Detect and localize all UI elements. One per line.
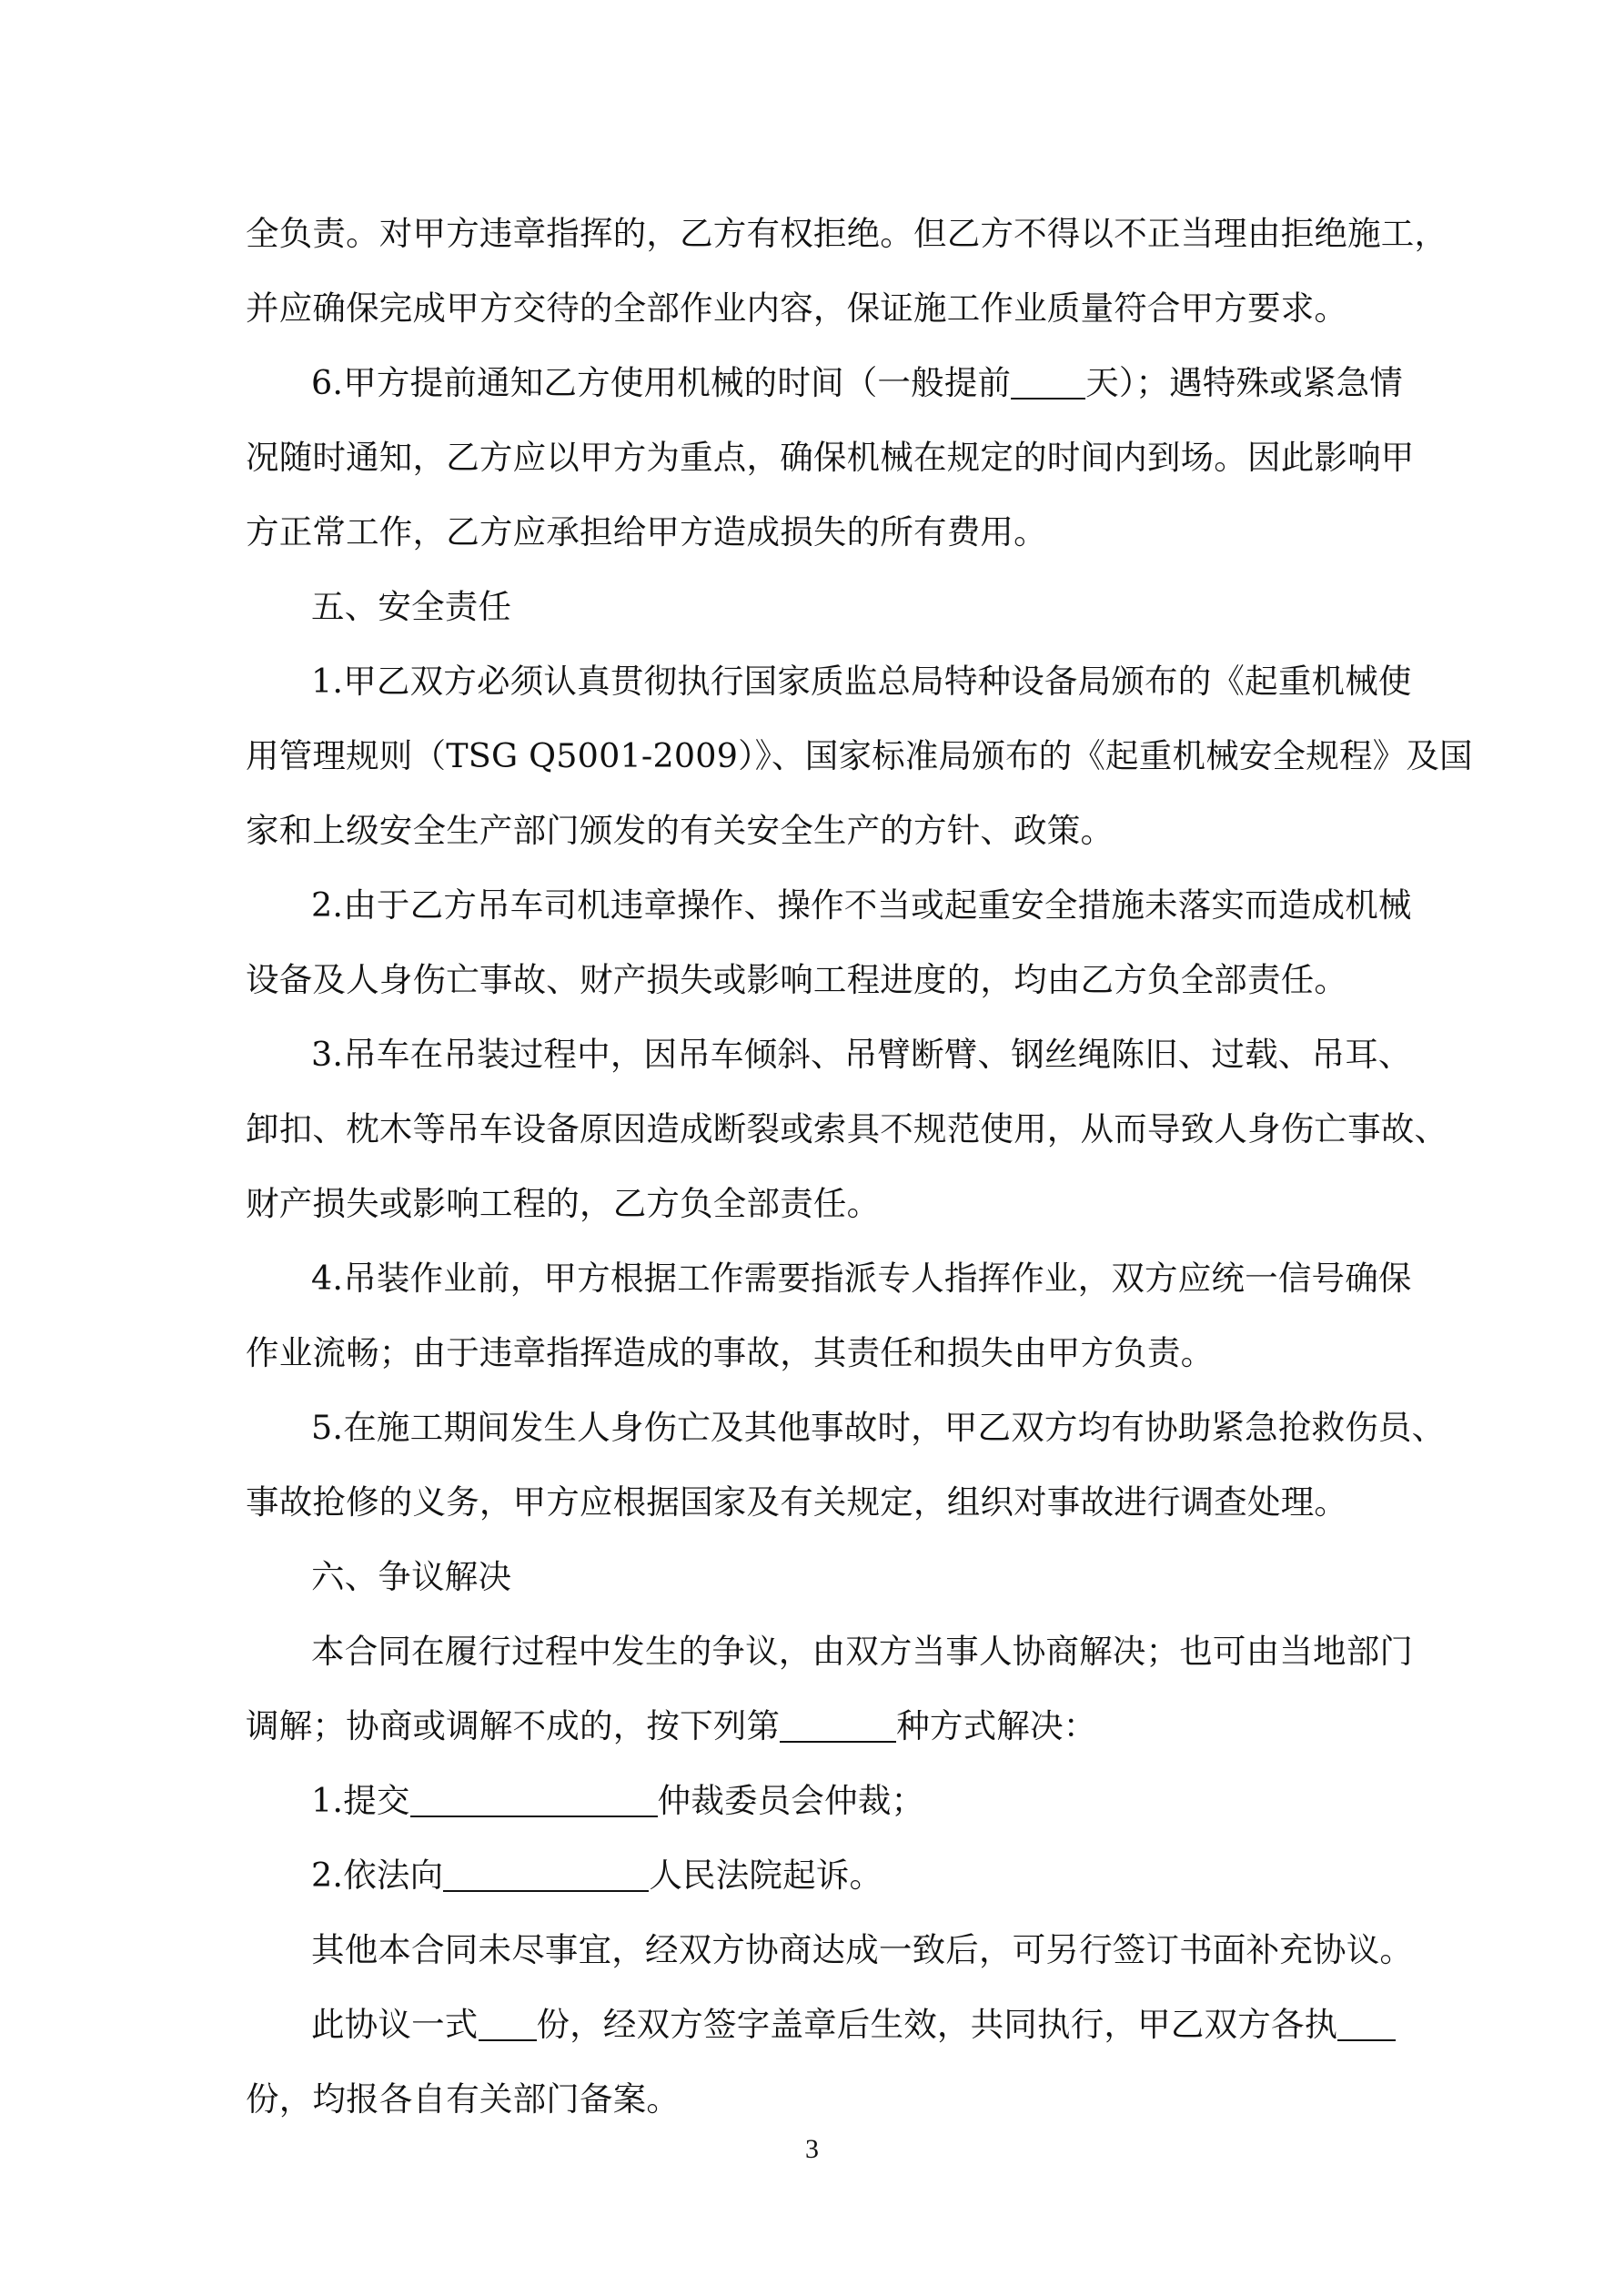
paragraph-line: 4.吊装作业前，甲方根据工作需要指派专人指挥作业，双方应统一信号确保	[311, 1259, 1412, 1298]
paragraph-line: 份，均报各自有关部门备案。	[246, 2079, 681, 2119]
paragraph-line-with-blank	[246, 1988, 1383, 2062]
line-text: 此协议一式	[311, 2005, 479, 2044]
line-text: 仲裁委员会仲裁；	[657, 1781, 925, 1820]
paragraph-line: 财产损失或影响工程的，乙方负全部责任。	[246, 1184, 881, 1223]
fill-in-blank	[1011, 397, 1085, 400]
page-number: 3	[805, 2134, 819, 2164]
line-text: 天）；遇特殊或紧急情	[1085, 363, 1403, 402]
line-text: 6.甲方提前通知乙方使用机械的时间（一般提前	[311, 363, 1012, 402]
paragraph-line-with-blank	[246, 346, 1403, 420]
paragraph-line: 全负责。对甲方违章指挥的，乙方有权拒绝。但乙方不得以不正当理由拒绝施工，	[246, 214, 1448, 253]
paragraph-line: 本合同在履行过程中发生的争议，由双方当事人协商解决；也可由当地部门	[311, 1632, 1414, 1671]
fill-in-blank	[1337, 2038, 1396, 2041]
line-text: 人民法院起诉。	[649, 1856, 883, 1895]
paragraph-line: 5.在施工期间发生人身伤亡及其他事故时，甲乙双方均有协助紧急抢救伤员、	[311, 1408, 1446, 1447]
paragraph-line: 家和上级安全生产部门颁发的有关安全生产的方针、政策。	[246, 811, 1115, 850]
line-text: 种方式解决：	[896, 1706, 1097, 1745]
paragraph-line-with-blank	[246, 1689, 1383, 1764]
paragraph-line: 用管理规则（TSG Q5001-2009）》、国家标准局颁布的《起重机械安全规程》及国	[246, 736, 1473, 775]
fill-in-blank	[410, 1815, 658, 1817]
fill-in-blank	[443, 1889, 649, 1892]
paragraph-line: 方正常工作，乙方应承担给甲方造成损失的所有费用。	[246, 512, 1047, 551]
line-text: 调解；协商或调解不成的，按下列第	[246, 1706, 781, 1745]
paragraph-line: 事故抢修的义务，甲方应根据国家及有关规定，组织对事故进行调查处理。	[246, 1482, 1348, 1522]
section-heading: 五、安全责任	[311, 587, 512, 626]
paragraph-line: 3.吊车在吊装过程中，因吊车倾斜、吊臂断臂、钢丝绳陈旧、过载、吊耳、	[311, 1035, 1412, 1074]
paragraph-line: 其他本合同未尽事宜，经双方协商达成一致后，可另行签订书面补充协议。	[311, 1930, 1414, 1969]
paragraph-line: 况随时通知，乙方应以甲方为重点，确保机械在规定的时间内到场。因此影响甲	[246, 438, 1415, 477]
paragraph-line: 作业流畅；由于违章指挥造成的事故，其责任和损失由甲方负责。	[246, 1333, 1215, 1372]
line-text: 2.依法向	[311, 1856, 444, 1895]
paragraph-line: 2.由于乙方吊车司机违章操作、操作不当或起重安全措施未落实而造成机械	[311, 885, 1412, 925]
document-body	[246, 197, 1473, 2137]
fill-in-blank	[479, 2038, 537, 2041]
paragraph-line: 卸扣、枕木等吊车设备原因造成断裂或索具不规范使用，从而导致人身伤亡事故、	[246, 1109, 1448, 1148]
paragraph-line-with-blank	[246, 1764, 1383, 1838]
line-text: 份，经双方签字盖章后生效，共同执行，甲乙双方各执	[536, 2005, 1338, 2044]
paragraph-line: 并应确保完成甲方交待的全部作业内容，保证施工作业质量符合甲方要求。	[246, 288, 1348, 328]
section-heading: 六、争议解决	[311, 1557, 512, 1596]
line-text: 1.提交	[311, 1781, 410, 1820]
paragraph-line: 1.甲乙双方必须认真贯彻执行国家质监总局特种设备局颁布的《起重机械使	[311, 662, 1412, 701]
paragraph-line-with-blank	[246, 1838, 1383, 1913]
paragraph-line: 设备及人身伤亡事故、财产损失或影响工程进度的，均由乙方负全部责任。	[246, 960, 1348, 999]
fill-in-blank	[780, 1740, 896, 1743]
